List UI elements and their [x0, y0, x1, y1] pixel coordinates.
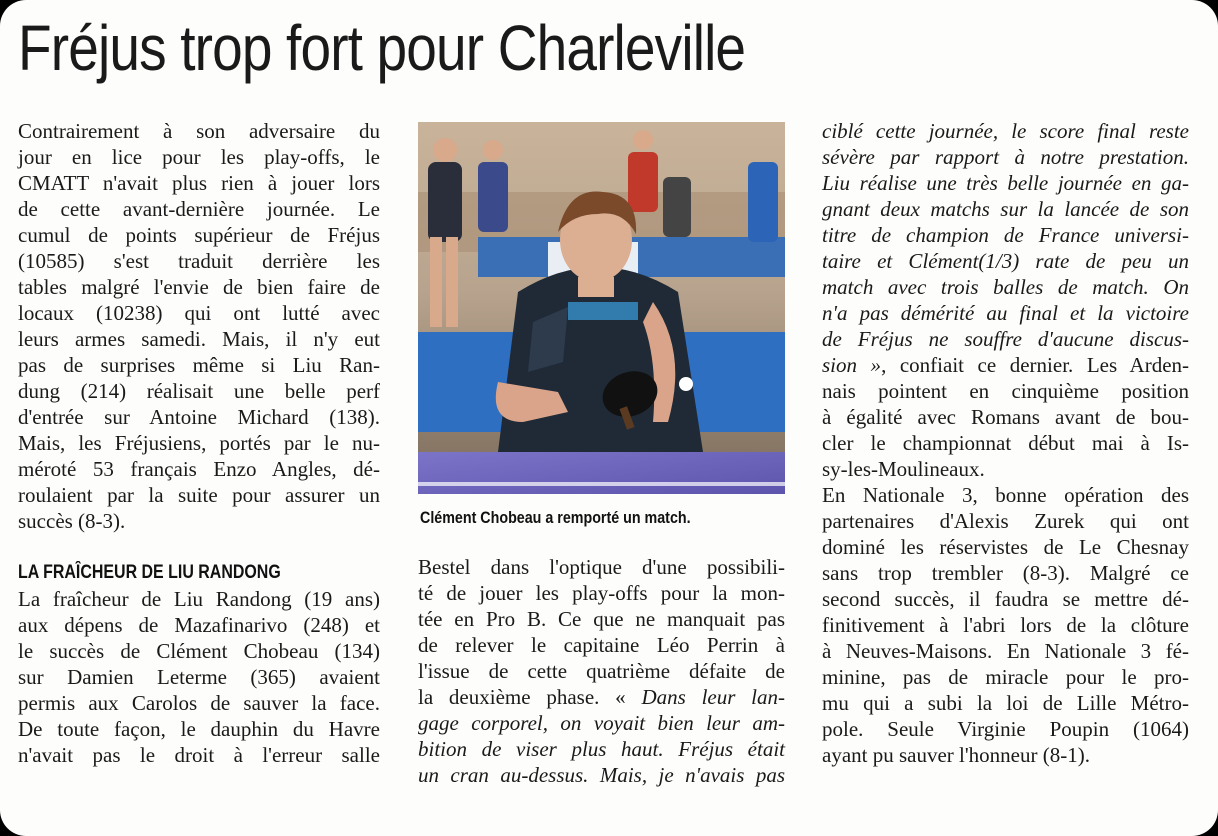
- quote-line: bition de viser plus haut. Fréjus était: [418, 737, 785, 761]
- text-line: à Neuves-Maisons. En Nationale 3 fé-: [822, 639, 1189, 663]
- text-line: nais pointent en cinquième position: [822, 379, 1189, 403]
- article-column-3: [822, 118, 1189, 768]
- text-line: Contrairement à son adversaire du: [18, 119, 380, 143]
- quote-line: de Fréjus ne souffre d'aucune discus-: [822, 327, 1189, 351]
- text-line: cumul de points supérieur de Fréjus: [18, 223, 380, 247]
- text-line: minine, pas de miracle pour le pro-: [822, 665, 1189, 689]
- quote-segment: sion »: [822, 353, 882, 377]
- text-line: Mais, les Fréjusiens, portés par le nu-: [18, 431, 380, 455]
- headline: Fréjus trop fort pour Charleville: [18, 12, 746, 84]
- article-column-2: [418, 554, 785, 788]
- text-line: En Nationale 3, bonne opération des: [822, 483, 1189, 507]
- quote-line: n'a pas démérité au final et la victoire: [822, 301, 1189, 325]
- text-line: jour en lice pour les play-offs, le: [18, 145, 380, 169]
- quote-segment: Dans leur lan-: [641, 685, 785, 709]
- text-segment: la deuxième phase. «: [418, 685, 626, 709]
- text-line: le succès de Clément Chobeau (134): [18, 639, 380, 663]
- subheading: LA FRAÎCHEUR DE LIU RANDONG: [18, 562, 281, 583]
- text-line: d'entrée sur Antoine Michard (138).: [18, 405, 380, 429]
- text-line: n'avait pas le droit à l'erreur salle: [18, 743, 380, 767]
- text-line: de cette avant-dernière journée. Le: [18, 197, 380, 221]
- quote-line: sévère par rapport à notre prestation.: [822, 145, 1189, 169]
- text-line: (10585) s'est traduit derrière les: [18, 249, 380, 273]
- quote-line: un cran au-dessus. Mais, je n'avais pas: [418, 763, 785, 787]
- quote-line: taire et Clément(1/3) rate de peu un: [822, 249, 1189, 273]
- quote-line: Liu réalise une très belle journée en ga-: [822, 171, 1189, 195]
- text-segment: , confiait ce dernier. Les Arden-: [881, 353, 1190, 377]
- text-line: succès (8-3).: [18, 509, 126, 533]
- text-line: De toute façon, le dauphin du Havre: [18, 717, 380, 741]
- text-line: sans trop trembler (8-3). Malgré ce: [822, 561, 1189, 585]
- text-line: finitivement à l'abri lors de la clôture: [822, 613, 1189, 637]
- text-line: CMATT n'avait plus rien à jouer lors: [18, 171, 380, 195]
- text-line: [418, 684, 785, 710]
- text-line: pas de surprises même si Liu Ran-: [18, 353, 380, 377]
- photo-caption: Clément Chobeau a remporté un match.: [420, 508, 691, 527]
- text-line: té de jouer les play-offs pour la mon-: [418, 581, 785, 605]
- text-line: leurs armes samedi. Mais, il n'y eut: [18, 327, 380, 351]
- text-line: aux dépens de Mazafinarivo (248) et: [18, 613, 380, 637]
- text-line: de relever le capitaine Léo Perrin à: [418, 633, 785, 657]
- text-line: tables malgré l'envie de bien faire de: [18, 275, 380, 299]
- text-line: sy-les-Moulineaux.: [822, 457, 985, 481]
- text-line: partenaires d'Alexis Zurek qui ont: [822, 509, 1189, 533]
- text-line: dung (214) réalisait une belle perf: [18, 379, 380, 403]
- text-line: second succès, il faudra se mettre dé-: [822, 587, 1189, 611]
- text-line: mu qui a subi la loi de Lille Métro-: [822, 691, 1189, 715]
- text-line: sur Damien Leterme (365) avaient: [18, 665, 380, 689]
- text-line: La fraîcheur de Liu Randong (19 ans): [18, 587, 380, 611]
- text-line: ayant pu sauver l'honneur (8-1).: [822, 743, 1090, 767]
- text-line: locaux (10238) qui ont lutté avec: [18, 301, 380, 325]
- text-line: méroté 53 français Enzo Angles, dé-: [18, 457, 380, 481]
- article-photo: [418, 122, 785, 494]
- quote-line: gnant deux matchs sur la lancée de son: [822, 197, 1189, 221]
- quote-line: gage corporel, on voyait bien leur am-: [418, 711, 785, 735]
- text-line: Bestel dans l'optique d'une possibili-: [418, 555, 785, 579]
- text-line: à égalité avec Romans avant de bou-: [822, 405, 1189, 429]
- text-line: pole. Seule Virginie Poupin (1064): [822, 717, 1189, 741]
- text-line: roulaient par la suite pour assurer un: [18, 483, 380, 507]
- text-line: tée en Pro B. Ce que ne manquait pas: [418, 607, 785, 631]
- text-line: l'issue de cette quatrième défaite de: [418, 659, 785, 683]
- text-line: permis aux Carolos de sauver la face.: [18, 691, 380, 715]
- article-column-1: [18, 118, 380, 768]
- text-line: [822, 352, 1189, 378]
- quote-line: ciblé cette journée, le score final reste: [822, 119, 1189, 143]
- text-line: dominé les réservistes de Le Chesnay: [822, 535, 1189, 559]
- quote-line: match avec trois balles de match. On: [822, 275, 1189, 299]
- quote-line: titre de champion de France universi-: [822, 223, 1189, 247]
- text-line: cler le championnat début mai à Is-: [822, 431, 1189, 455]
